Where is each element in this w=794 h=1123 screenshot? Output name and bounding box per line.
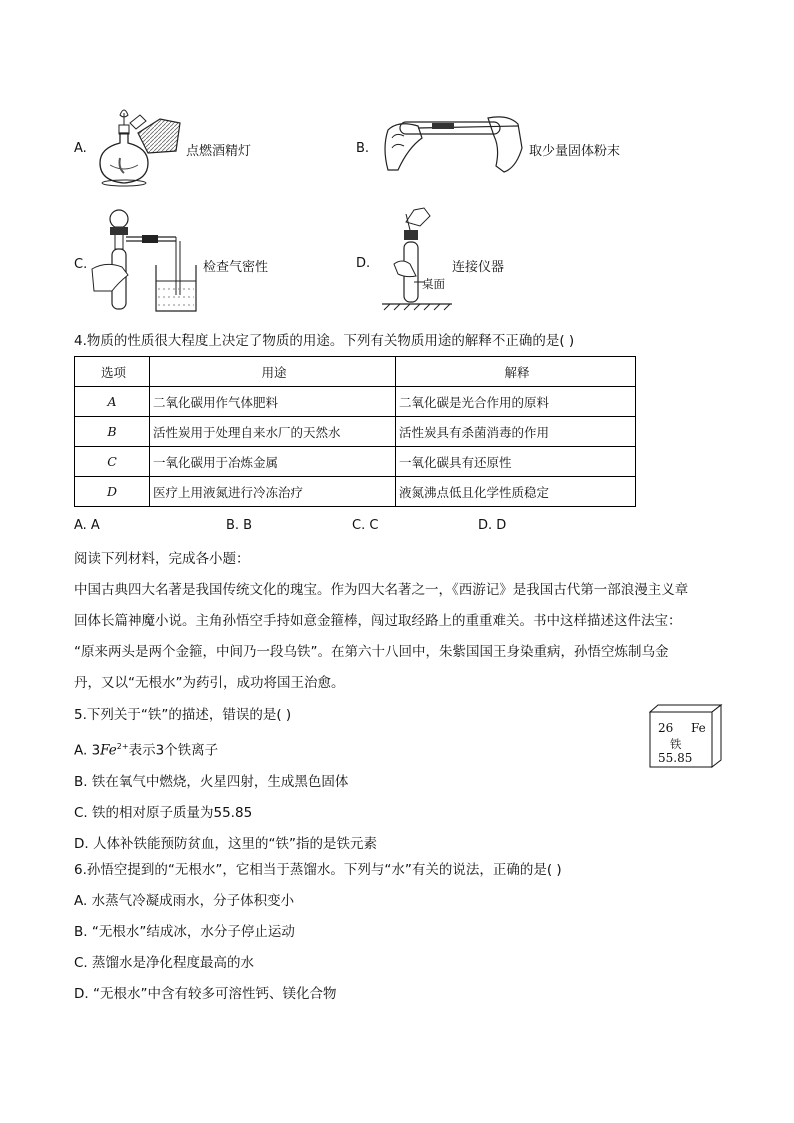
table-cell-explanation: 一氧化碳具有还原性	[396, 447, 636, 477]
q4-option-c: C. C	[352, 518, 379, 533]
connect-apparatus-figure	[376, 204, 456, 312]
table-cell-usage: 活性炭用于处理自来水厂的天然水	[150, 417, 396, 447]
reading-line: 丹，又以“无根水”为药引，成功将国王治愈。	[74, 675, 345, 691]
table-header-cell: 选项	[75, 357, 150, 387]
reading-line: 中国古典四大名著是我国传统文化的瑰宝。作为四大名著之一，《西游记》是我国古代第一部浪漫主义章	[74, 582, 689, 598]
question-5-stem: 5.下列关于“铁”的描述，错误的是( )	[74, 707, 292, 723]
table-cell-option: C	[75, 447, 150, 477]
airtightness-check-figure	[88, 205, 200, 317]
iron-element-card	[649, 704, 723, 768]
question-5	[74, 700, 724, 860]
q4-option-d: D. D	[478, 518, 507, 533]
table-cell-option: A	[75, 387, 150, 417]
q4-option-a: A. A	[74, 518, 100, 533]
reading-line: 回体长篇神魔小说。主角孙悟空手持如意金箍棒，闯过取经路上的重重难关。书中这样描述这件法宝：	[74, 613, 682, 629]
table-cell-option: D	[75, 477, 150, 507]
desk-surface-label: 桌面	[422, 277, 445, 291]
table-header-cell: 解释	[396, 357, 636, 387]
element-name: 铁	[670, 737, 682, 751]
reading-line: “原来两头是两个金箍，中间乃一段乌铁”。在第六十八回中，朱紫国国王身染重病，孙悟空炼制乌金	[74, 644, 669, 660]
table-row	[75, 447, 636, 477]
q5-option-a-prefix: A. 3	[74, 742, 101, 759]
usage-explanation-table	[74, 356, 636, 507]
question-4-stem: 4.物质的性质很大程度上决定了物质的用途。下列有关物质用途的解释不正确的是( )	[74, 333, 575, 349]
option-d-letter: D.	[356, 256, 371, 271]
question-6	[74, 855, 724, 1010]
ion-charge: 2+	[116, 742, 129, 751]
atomic-mass: 55.85	[658, 751, 693, 765]
q5-option-a-text: 表示3个铁离子	[128, 742, 219, 759]
table-row	[75, 417, 636, 447]
table-cell-usage: 二氧化碳用作气体肥料	[150, 387, 396, 417]
q6-option-b: B. “无根水”结成冰，水分子停止运动	[74, 924, 295, 940]
table-cell-usage: 医疗上用液氮进行冷冻治疗	[150, 477, 396, 507]
table-cell-explanation: 液氮沸点低且化学性质稳定	[396, 477, 636, 507]
reading-intro: 阅读下列材料，完成各小题：	[74, 551, 250, 567]
q6-option-c: C. 蒸馏水是净化程度最高的水	[74, 955, 255, 971]
q5-option-c: C. 铁的相对原子质量为55.85	[74, 804, 253, 821]
question-6-stem: 6.孙悟空提到的“无根水”，它相当于蒸馏水。下列与“水”有关的说法，正确的是( )	[74, 862, 562, 878]
option-b-label: 取少量固体粉末	[529, 144, 621, 159]
option-b-letter: B.	[356, 141, 370, 156]
table-cell-explanation: 活性炭具有杀菌消毒的作用	[396, 417, 636, 447]
table-cell-explanation: 二氧化碳是光合作用的原料	[396, 387, 636, 417]
q5-option-b: B. 铁在氧气中燃烧，火星四射，生成黑色固体	[74, 773, 349, 790]
q4-option-b: B. B	[226, 518, 253, 533]
alcohol-lamp-lighting-figure	[90, 103, 185, 188]
table-cell-usage: 一氧化碳用于冶炼金属	[150, 447, 396, 477]
reading-material	[74, 544, 724, 699]
table-cell-option: B	[75, 417, 150, 447]
table-row	[75, 477, 636, 507]
q6-option-d: D. “无根水”中含有较多可溶性钙、镁化合物	[74, 986, 337, 1002]
q5-option-a	[74, 731, 724, 767]
table-header-cell: 用途	[150, 357, 396, 387]
option-c-letter: C.	[74, 257, 88, 272]
option-c-label: 检查气密性	[203, 260, 269, 275]
q5-option-d: D. 人体补铁能预防贫血，这里的“铁”指的是铁元素	[74, 835, 377, 852]
option-a-letter: A.	[74, 141, 87, 156]
option-a-label: 点燃酒精灯	[186, 144, 252, 159]
q6-option-a: A. 水蒸气冷凝成雨水，分子体积变小	[74, 893, 295, 909]
table-header-row	[75, 357, 636, 387]
table-row	[75, 387, 636, 417]
element-symbol: Fe	[691, 721, 706, 735]
option-d-label: 连接仪器	[452, 260, 505, 275]
iron-formula: Fe	[100, 742, 117, 759]
test-tube-powder-figure	[378, 108, 526, 183]
atomic-number: 26	[658, 721, 674, 735]
